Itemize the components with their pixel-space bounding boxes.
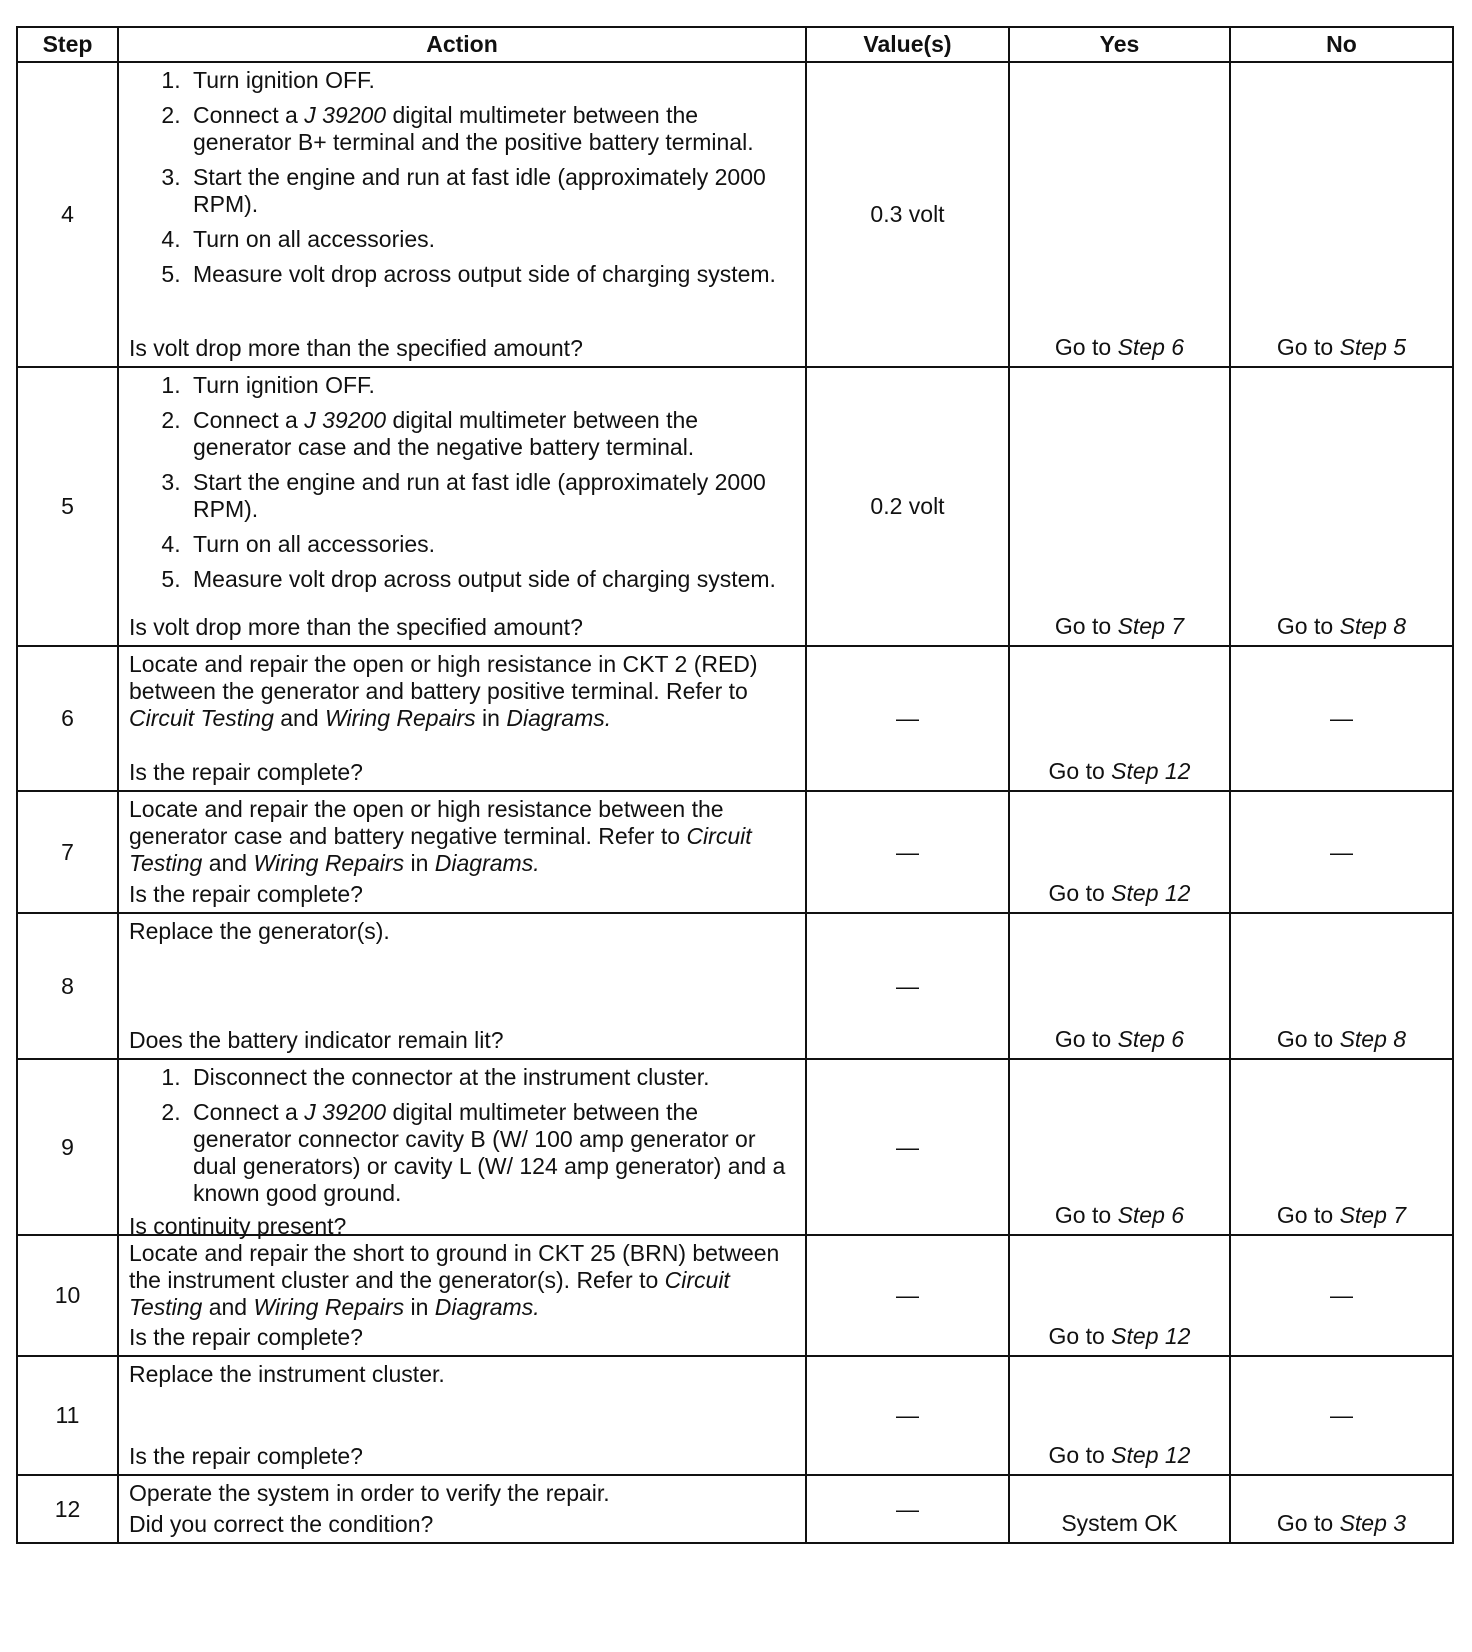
step-number: 9 — [17, 1059, 118, 1235]
text-run: Start the engine and run at fast idle (approximately 2000 RPM). — [193, 469, 766, 522]
table-row — [17, 1475, 1453, 1543]
text-run: J 39200 — [304, 102, 387, 128]
instruction-item — [187, 226, 797, 253]
question-text: Did you correct the condition? — [129, 1511, 434, 1537]
table-row — [17, 62, 1453, 367]
instruction-item — [187, 566, 797, 593]
text-run: Disconnect the connector at the instrument cluster. — [193, 1064, 710, 1090]
no-cell — [1230, 1235, 1453, 1356]
text-run: Connect a — [193, 102, 305, 128]
action-text — [129, 796, 797, 877]
text-run: Turn ignition OFF. — [193, 67, 375, 93]
instruction-item — [187, 102, 797, 156]
step-number: 7 — [17, 791, 118, 913]
action-cell — [118, 791, 806, 913]
text-run: Turn ignition OFF. — [193, 372, 375, 398]
yes-cell — [1009, 1356, 1230, 1475]
action-cell — [118, 646, 806, 791]
instruction-list — [129, 1064, 797, 1207]
text-run: Turn on all accessories. — [193, 226, 436, 252]
yes-cell — [1009, 913, 1230, 1059]
yes-cell — [1009, 1235, 1230, 1356]
text-run: Go to — [1276, 1202, 1340, 1228]
text-run: System OK — [1061, 1510, 1178, 1536]
action-cell — [118, 1235, 806, 1356]
text-run: Wiring Repairs — [325, 705, 476, 731]
text-run: Wiring Repairs — [253, 1294, 405, 1320]
action-text — [129, 651, 797, 732]
text-run: Go to — [1054, 1202, 1118, 1228]
value-cell: — — [806, 1356, 1009, 1475]
action-cell — [118, 913, 806, 1059]
action-text — [129, 1480, 797, 1507]
instruction-item — [187, 164, 797, 218]
value-cell: — — [806, 1059, 1009, 1235]
value-cell: 0.2 volt — [806, 367, 1009, 646]
header-yes: Yes — [1009, 27, 1230, 62]
action-cell — [118, 1356, 806, 1475]
question-text: Does the battery indicator remain lit? — [129, 1027, 504, 1053]
table-row — [17, 791, 1453, 913]
instruction-item — [187, 372, 797, 399]
step-number: 4 — [17, 62, 118, 367]
text-run: digital multimeter between the generator case and the negative battery terminal. — [193, 407, 699, 460]
text-run: Go to — [1276, 1026, 1340, 1052]
value-cell: — — [806, 1475, 1009, 1543]
no-cell — [1230, 791, 1453, 913]
text-run: Connect a — [193, 1099, 305, 1125]
step-number: 6 — [17, 646, 118, 791]
no-cell — [1230, 62, 1453, 367]
action-text — [129, 1240, 797, 1321]
text-run: Turn on all accessories. — [193, 531, 436, 557]
value-cell: — — [806, 646, 1009, 791]
text-run: Go to — [1276, 1510, 1340, 1536]
text-run: — — [1330, 1282, 1353, 1308]
text-run: Step 12 — [1111, 758, 1191, 784]
text-run: Measure volt drop across output side of charging system. — [193, 261, 776, 287]
text-run: J 39200 — [304, 1099, 387, 1125]
text-run: Wiring Repairs — [253, 850, 405, 876]
text-run: Go to — [1054, 1026, 1118, 1052]
table-row — [17, 367, 1453, 646]
header-values: Value(s) — [806, 27, 1009, 62]
text-run: and — [273, 705, 326, 731]
step-number: 8 — [17, 913, 118, 1059]
action-text — [129, 918, 797, 945]
no-cell — [1230, 1475, 1453, 1543]
text-run: Measure volt drop across output side of charging system. — [193, 566, 776, 592]
text-run: and — [202, 1294, 254, 1320]
text-run: Step 12 — [1111, 880, 1191, 906]
value-cell: — — [806, 1235, 1009, 1356]
text-run: J 39200 — [304, 407, 387, 433]
yes-cell — [1009, 1475, 1230, 1543]
text-run: Circuit Testing — [129, 705, 274, 731]
table-row — [17, 913, 1453, 1059]
action-cell — [118, 62, 806, 367]
text-run: in — [475, 705, 507, 731]
text-run: Step 8 — [1339, 613, 1407, 639]
text-run: Step 6 — [1117, 1026, 1185, 1052]
text-run: Diagrams. — [506, 705, 612, 731]
text-run: Operate the system in order to verify the repair. — [129, 1480, 610, 1506]
text-run: Step 6 — [1117, 1202, 1185, 1228]
question-text: Is volt drop more than the specified amount? — [129, 614, 583, 640]
no-cell — [1230, 1356, 1453, 1475]
step-number: 11 — [17, 1356, 118, 1475]
value-cell: 0.3 volt — [806, 62, 1009, 367]
text-run: Step 12 — [1111, 1323, 1191, 1349]
diagnostic-table — [16, 26, 1454, 1544]
text-run: Locate and repair the open or high resistance in CKT 2 (RED) between the generator and battery positive terminal. Refer to — [129, 651, 758, 704]
text-run: Replace the instrument cluster. — [129, 1361, 445, 1387]
text-run: Locate and repair the open or high resistance between the generator case and battery negative terminal. Refer to — [129, 796, 724, 849]
table-row — [17, 1235, 1453, 1356]
text-run: Step 6 — [1117, 334, 1185, 360]
text-run: Start the engine and run at fast idle (approximately 2000 RPM). — [193, 164, 766, 217]
action-cell — [118, 367, 806, 646]
instruction-list — [129, 67, 797, 288]
instruction-item — [187, 67, 797, 94]
value-cell: — — [806, 791, 1009, 913]
header-action: Action — [118, 27, 806, 62]
yes-cell — [1009, 1059, 1230, 1235]
question-text: Is continuity present? — [129, 1213, 347, 1239]
text-run: Go to — [1276, 334, 1340, 360]
text-run: in — [404, 850, 435, 876]
instruction-item — [187, 1099, 797, 1207]
header-step: Step — [17, 27, 118, 62]
text-run: Step 5 — [1339, 334, 1407, 360]
text-run: — — [1330, 705, 1353, 731]
action-cell — [118, 1475, 806, 1543]
text-run: Diagrams. — [434, 1294, 540, 1320]
text-run: Step 7 — [1339, 1202, 1407, 1228]
table-row — [17, 646, 1453, 791]
instruction-item — [187, 1064, 797, 1091]
question-text: Is the repair complete? — [129, 1324, 363, 1350]
text-run: Step 3 — [1339, 1510, 1407, 1536]
yes-cell — [1009, 646, 1230, 791]
text-run: Diagrams. — [434, 850, 540, 876]
yes-cell — [1009, 62, 1230, 367]
no-cell — [1230, 1059, 1453, 1235]
step-number: 12 — [17, 1475, 118, 1543]
action-text — [129, 1361, 797, 1388]
question-text: Is the repair complete? — [129, 881, 363, 907]
no-cell — [1230, 646, 1453, 791]
no-cell — [1230, 367, 1453, 646]
text-run: Circuit Testing — [129, 823, 752, 876]
text-run: Go to — [1048, 880, 1112, 906]
instruction-item — [187, 407, 797, 461]
text-run: Go to — [1048, 758, 1112, 784]
question-text: Is the repair complete? — [129, 759, 363, 785]
instruction-item — [187, 531, 797, 558]
text-run: Replace the generator(s). — [129, 918, 390, 944]
instruction-item — [187, 261, 797, 288]
text-run: Step 7 — [1117, 613, 1185, 639]
value-cell: — — [806, 913, 1009, 1059]
text-run: in — [404, 1294, 435, 1320]
instruction-item — [187, 469, 797, 523]
text-run: Step 12 — [1111, 1442, 1191, 1468]
text-run: Go to — [1054, 613, 1118, 639]
text-run: Go to — [1054, 334, 1118, 360]
text-run: digital multimeter between the generator B+ terminal and the positive battery terminal. — [193, 102, 754, 155]
yes-cell — [1009, 367, 1230, 646]
text-run: Go to — [1048, 1442, 1112, 1468]
step-number: 5 — [17, 367, 118, 646]
diagnostic-table-page — [16, 26, 1452, 1544]
text-run: and — [202, 850, 254, 876]
no-cell — [1230, 913, 1453, 1059]
question-text: Is the repair complete? — [129, 1443, 363, 1469]
text-run: Go to — [1276, 613, 1340, 639]
header-row — [17, 27, 1453, 62]
table-row — [17, 1356, 1453, 1475]
text-run: Connect a — [193, 407, 305, 433]
text-run: Locate and repair the short to ground in CKT 25 (BRN) between the instrument cluster and the generator(s). Refer to — [129, 1240, 780, 1293]
step-number: 10 — [17, 1235, 118, 1356]
text-run: Circuit Testing — [129, 1267, 730, 1320]
instruction-list — [129, 372, 797, 593]
table-row — [17, 1059, 1453, 1235]
text-run: Step 8 — [1339, 1026, 1407, 1052]
action-cell — [118, 1059, 806, 1239]
text-run: — — [1330, 838, 1353, 865]
yes-cell — [1009, 791, 1230, 913]
text-run: — — [1330, 1402, 1353, 1428]
question-text: Is volt drop more than the specified amount? — [129, 335, 583, 361]
text-run: Go to — [1048, 1323, 1112, 1349]
header-no: No — [1230, 27, 1453, 62]
text-run: digital multimeter between the generator connector cavity B (W/ 100 amp generator or dual generators) or cavity L (W/ 124 amp generator) and a known good ground. — [193, 1099, 786, 1206]
